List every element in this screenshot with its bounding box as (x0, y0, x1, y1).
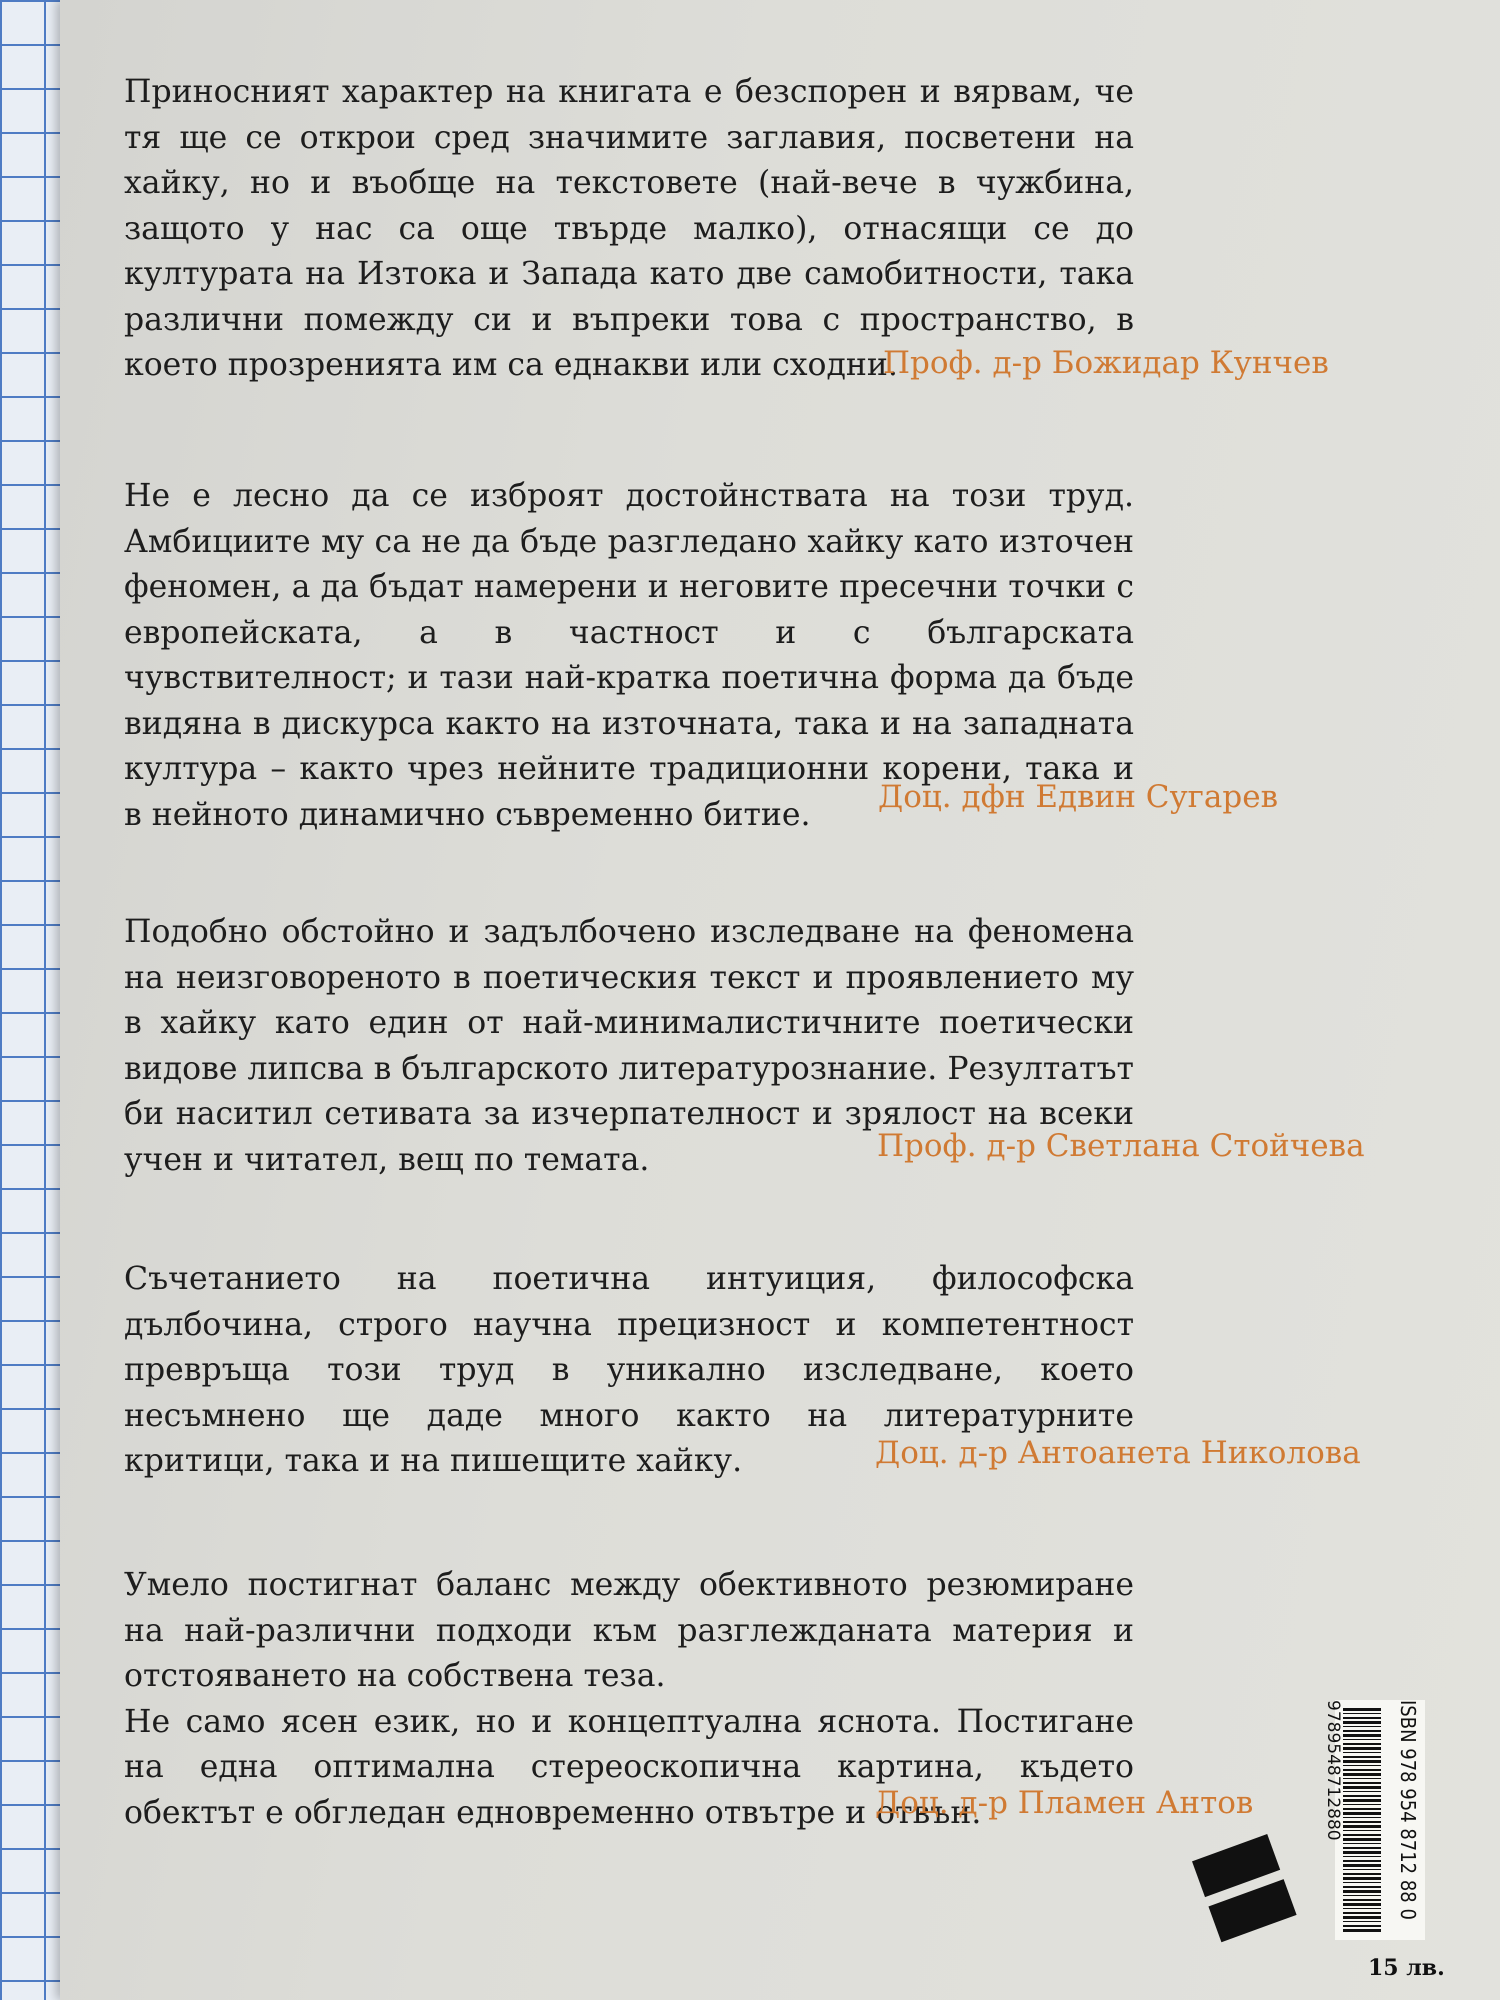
quote-5-text-2: Не само ясен език, но и концептуална яснота. Постигане на една оптимална стереоскопична картина, където обектът е обгледан едновременно отвътре и отвън. (124, 1703, 1134, 1831)
quote-2-text: Не е лесно да се изброят достойнствата на този труд. Амбициите му са не да бъде разгледано хайку като източен феномен, а да бъдат намерени и неговите пресечни точки с европейската, а в частност и с българската чувствителност; и тази най-кратка поетична форма да бъде видяна в дискурса както на източната, така и на западната култура – както чрез нейните традиционни корени, така и в нейното динамично съвременно битие. (124, 478, 1134, 833)
isbn-label: ISBN 978 954 8712 88 0 (1396, 1700, 1420, 1920)
quote-1-author: Проф. д-р Божидар Кунчев (883, 345, 1329, 381)
quote-3-author: Проф. д-р Светлана Стойчева (877, 1128, 1365, 1164)
quote-2-author: Доц. дфн Едвин Сугарев (878, 779, 1279, 815)
price-label: 15 лв. (1368, 1955, 1445, 1981)
quote-4-author: Доц. д-р Антоанета Николова (875, 1435, 1361, 1471)
quote-5-text: Умело постигнат баланс между обективното резюмиране на най-различни подходи към разглежданата материя и отстояването на собствена теза. (124, 1567, 1134, 1694)
quote-5-author: Доц. д-р Пламен Антов (875, 1785, 1254, 1821)
quote-1-text: Приносният характер на книгата е безспорен и вярвам, че тя ще се открои сред значимите заглавия, посветени на хайку, но и въобще на текстовете (най-вече в чужбина, защото у нас са още твърде малко), отнасящи се до културата на Изтока и Запада като две самобитности, така различни помежду си и въпреки това с пространство, в което прозренията им са еднакви или сходни. (124, 74, 1134, 383)
barcode-digits: 9789548712880 (1323, 1700, 1343, 1841)
quote-4-text: Съчетанието на поетична интуиция, философска дълбочина, строго научна прецизност и компетентност превръща този труд в уникално изследване, което несъмнено ще даде много както на литературните критици, така и на пишещите хайку. (124, 1261, 1134, 1479)
quote-1 (124, 70, 1134, 389)
barcode-bars (1343, 1708, 1381, 1932)
quote-3-text: Подобно обстойно и задълбочено изследване на феномена на неизговореното в поетическия текст и проявлението му в хайку като един от най-минималистичните поетически видове липсва в българското литературознание. Резултатът би наситил сетивата за изчерпателност и зрялост на всеки учен и читател, вещ по темата. (124, 914, 1134, 1178)
